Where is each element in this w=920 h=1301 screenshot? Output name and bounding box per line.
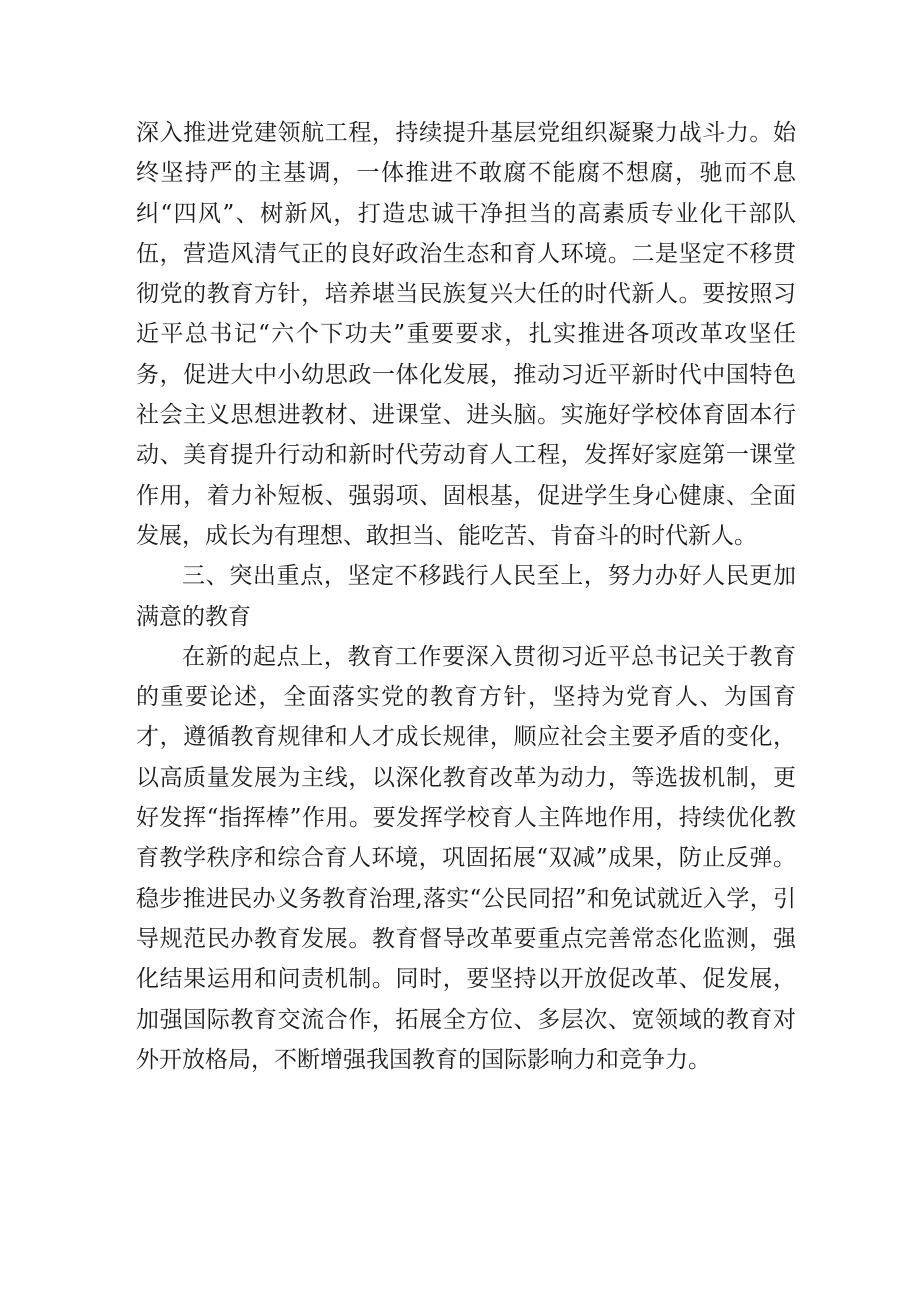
paragraph-continuation: 深入推进党建领航工程，持续提升基层党组织凝聚力战斗力。始终坚持严的主基调，一体推进不敢腐不能腐不想腐，驰而不息纠“四风”、树新风，打造忠诚干净担当的高素质专业化干部队伍，营造风清气正的良好政治生态和育人环境。二是坚定不移贯彻党的教育方针，培养堪当民族复兴大任的时代新人。要按照习近平总书记“六个下功夫”重要要求，扎实推进各项改革攻坚任务，促进大中小幼思政一体化发展，推动习近平新时代中国特色社会主义思想进教材、进课堂、进头脑。实施好学校体育固本行动、美育提升行动和新时代劳动育人工程，发挥好家庭第一课堂作用，着力补短板、强弱项、固根基，促进学生身心健康、全面发展，成长为有理想、敢担当、能吃苦、肯奋斗的时代新人。 [136, 120, 796, 549]
document-body [136, 113, 796, 1080]
section-heading: 三、突出重点，坚定不移践行人民至上，努力办好人民更加满意的教育 [136, 563, 796, 630]
paragraph-body: 在新的起点上，教育工作要深入贯彻习近平总书记关于教育的重要论述，全面落实党的教育方针，坚持为党育人、为国育才，遵循教育规律和人才成长规律，顺应社会主要矛盾的变化，以高质量发展为主线，以深化教育改革为动力，等选拔机制，更好发挥“指挥棒”作用。要发挥学校育人主阵地作用，持续优化教育教学秩序和综合育人环境，巩固拓展“双减”成果，防止反弹。稳步推进民办义务教育治理,落实“公民同招”和免试就近入学，引导规范民办教育发展。教育督导改革要重点完善常态化监测，强化结果运用和问责机制。同时，要坚持以开放促改革、促发展，加强国际教育交流合作，拓展全方位、多层次、宽领域的教育对外开放格局，不断增强我国教育的国际影响力和竞争力。 [136, 643, 796, 1073]
